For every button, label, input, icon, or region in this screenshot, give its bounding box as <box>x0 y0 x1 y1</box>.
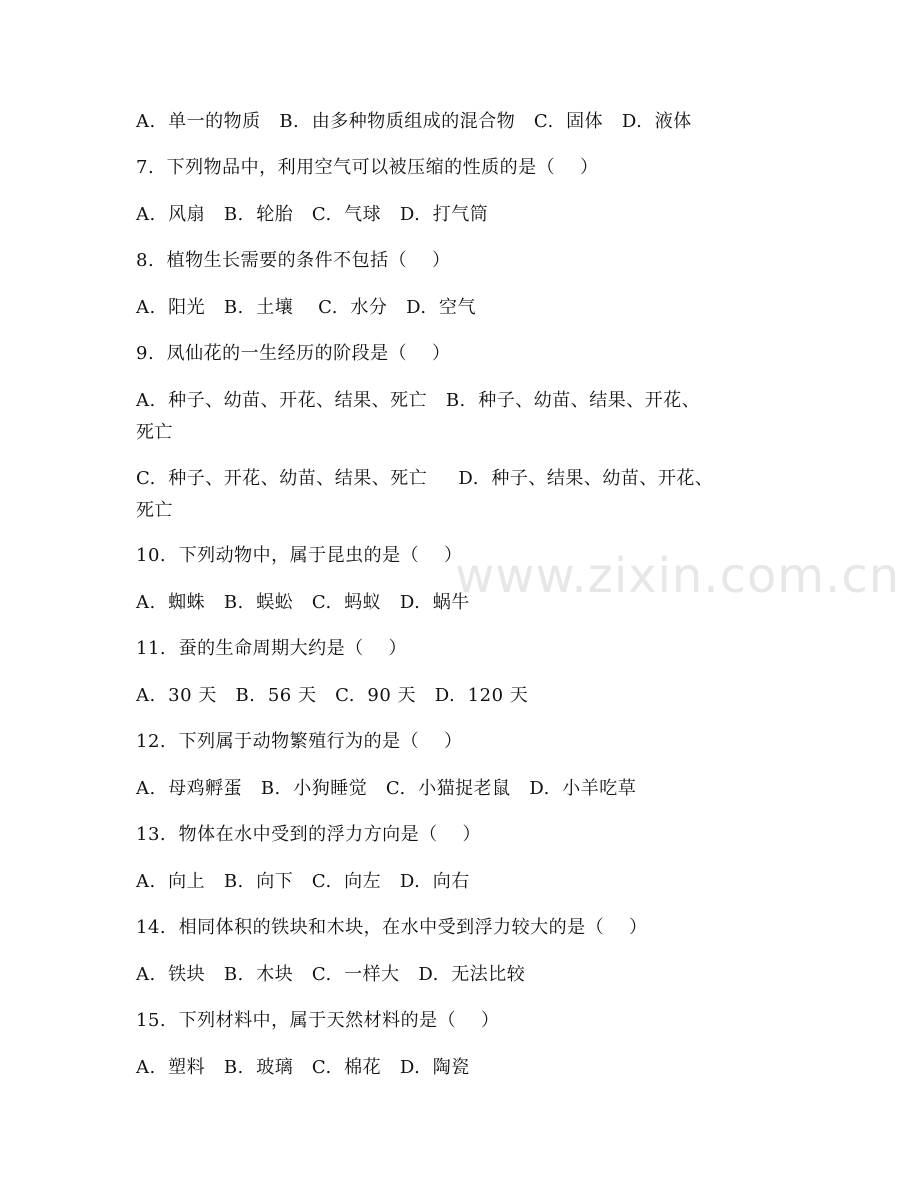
q15-options: A. 塑料 B. 玻璃 C. 棉花 D. 陶瓷 <box>136 1057 470 1078</box>
q13-question: 13. 物体在水中受到的浮力方向是（ ） <box>136 824 481 845</box>
q8-options: A. 阳光 B. 土壤 C. 水分 D. 空气 <box>136 297 477 318</box>
q9-options-line1: A. 种子、幼苗、开花、结果、死亡 B. 种子、幼苗、结果、开花、 <box>136 390 701 411</box>
q11-options: A. 30 天 B. 56 天 C. 90 天 D. 120 天 <box>136 685 529 706</box>
q10-question: 10. 下列动物中，属于昆虫的是（ ） <box>136 545 463 566</box>
q9-options-line1-cont: 死亡 <box>136 422 173 443</box>
q12-options: A. 母鸡孵蛋 B. 小狗睡觉 C. 小猫捉老鼠 D. 小羊吃草 <box>136 778 637 799</box>
q12-question: 12. 下列属于动物繁殖行为的是（ ） <box>136 731 463 752</box>
q9-options-line2-cont: 死亡 <box>136 500 173 521</box>
q11-question: 11. 蚕的生命周期大约是（ ） <box>136 638 407 659</box>
q15-question: 15. 下列材料中，属于天然材料的是（ ） <box>136 1010 500 1031</box>
q9-options-line2: C. 种子、开花、幼苗、结果、死亡 D. 种子、结果、幼苗、开花、 <box>136 468 714 489</box>
q6-options: A. 单一的物质 B. 由多种物质组成的混合物 C. 固体 D. 液体 <box>136 111 692 132</box>
q7-options: A. 风扇 B. 轮胎 C. 气球 D. 打气筒 <box>136 204 489 225</box>
q14-options: A. 铁块 B. 木块 C. 一样大 D. 无法比较 <box>136 964 526 985</box>
q8-question: 8. 植物生长需要的条件不包括（ ） <box>136 250 451 271</box>
q7-question: 7. 下列物品中，利用空气可以被压缩的性质的是（ ） <box>136 157 599 178</box>
q13-options: A. 向上 B. 向下 C. 向左 D. 向右 <box>136 871 470 892</box>
q10-options: A. 蜘蛛 B. 蜈蚣 C. 蚂蚁 D. 蜗牛 <box>136 592 470 613</box>
watermark: www.zixin.com.cn <box>455 548 901 604</box>
q9-question: 9. 凤仙花的一生经历的阶段是（ ） <box>136 343 451 364</box>
q14-question: 14. 相同体积的铁块和木块，在水中受到浮力较大的是（ ） <box>136 917 648 938</box>
